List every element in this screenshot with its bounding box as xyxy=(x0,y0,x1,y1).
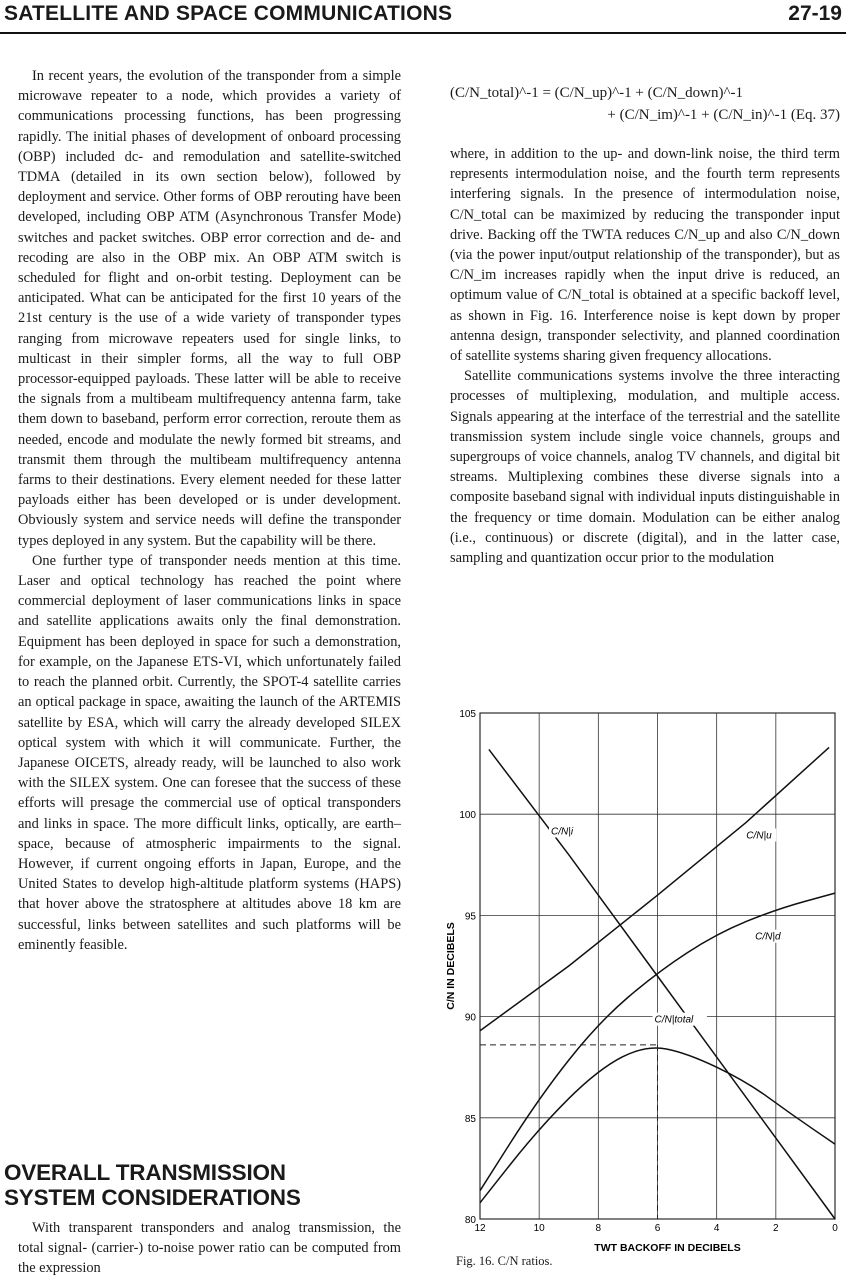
x-tick-label: 6 xyxy=(654,1223,661,1234)
x-tick-label: 0 xyxy=(832,1223,838,1234)
paragraph-noise-terms: where, in addition to the up- and down-link noise, the third term represents intermodulation noise, and the fourth term represents interfering signals. In the presence of intermodulation noise, C/N_total can be maximized by reducing the transponder input drive. Backing off the TWTA reduces C/N_up and also C/N_down (via the power input/output relationship of the transponder), but as C/N_im increases rapidly when the input drive is reduced, an optimum value of C/N_total is obtained at a specific backoff level, as shown in Fig. 16. Interference noise is kept down by proper antenna design, transponder selectivity, and planned coordination of satellite systems sharing given frequency allocations. xyxy=(450,146,840,365)
y-tick-label: 80 xyxy=(464,1215,476,1226)
left-column xyxy=(18,66,401,955)
x-tick-label: 8 xyxy=(595,1223,602,1234)
paragraph-transmission-intro: With transparent transponders and analog transmission, the total signal- (carrier-) to-noise power ratio can be computed from the expression xyxy=(18,1220,401,1277)
section-intro xyxy=(18,1218,401,1279)
series-label: C/N|total xyxy=(654,1014,694,1026)
paragraph-optical-transponders: One further type of transponder needs mention at this time. Laser and optical technology has reached the point where commercial deployment of laser communications links in space and satellite applications awaits only the final demonstration. Equipment has been deployed in space for such a demonstration, for example, on the Japanese ETS-VI, which unfortunately failed to reach the planned orbit. Currently, the SPOT-4 satellite carries an optical package in space, awaiting the launch of the ARTEMIS satellite by ESA, which will carry the already developed SILEX optical system with which it will communicate. Further, the Japanese OICETS, already ready, will be launched to also work with the SILEX system. One can foresee that the success of these efforts will presage the commercial use of optical transponders and links in space. The more difficult links, optically, are earth–space, because of atmospheric impairments to the signal. However, if current ongoing efforts in Japan, Europe, and the United States to develop high-altitude platform systems (HAPS) that hover above the stratosphere at altitudes above 18 km are successful, links between satellites and such platforms will be eminently feasible. xyxy=(18,552,401,953)
section-heading-line1: OVERALL TRANSMISSION xyxy=(4,1160,286,1185)
x-tick-label: 12 xyxy=(474,1223,486,1234)
series-label: C/N|u xyxy=(746,830,772,842)
x-tick-label: 4 xyxy=(713,1223,720,1234)
y-axis-label: C/N IN DECIBELS xyxy=(445,922,457,1010)
y-tick-label: 95 xyxy=(464,911,476,923)
equation-line2: + (C/N_im)^-1 + (C/N_in)^-1 (Eq. 37) xyxy=(607,107,840,123)
y-tick-label: 85 xyxy=(464,1113,476,1125)
figure-16 xyxy=(430,695,846,1284)
y-tick-label: 105 xyxy=(459,709,476,720)
paragraph-multiplexing: Satellite communications systems involve the three interacting processes of multiplexing, modulation, and multiple access. Signals appearing at the interface of the terrestrial and the satellite transmission system include single voice channels, groups and supergroups of voice channels, analog TV channels, and digital bit streams. Multiplexing combines these diverse signals into a composite baseband signal with individual inputs distinguishable in the frequency or time domain. Modulation can be either analog (i.e., continuous) or discrete (digital), and in the latter case, sampling and quantization occur prior to the modulation xyxy=(450,368,840,567)
section-heading-line2: SYSTEM CONSIDERATIONS xyxy=(4,1185,301,1210)
page-header xyxy=(0,0,846,34)
x-axis-label: TWT BACKOFF IN DECIBELS xyxy=(594,1242,741,1254)
series-line xyxy=(489,749,835,1219)
paragraph-transponder-evolution: In recent years, the evolution of the transponder from a simple microwave repeater to a node, which provides a variety of communications processing functions, has been progressing rapidly. The initial phases of development of onboard processing (OBP) included dc- and remodulation and satellite-switched TDMA (detailed in its own section below), followed by deployment and service. Other forms of OBP rerouting have been developed, including OBP ATM (Asynchronous Transfer Mode) switches and packet switches. OBP error correction and de- and recoding are also in the OBP mix. An OBP ATM switch is scheduled for flight and on-orbit testing. Deployment can be anticipated. What can be anticipated for the first 10 years of the 21st century is the use of a wide variety of transponder types ranging from microwave repeaters used for single links, to multicast in their simpler forms, all the way to full OBP processor-equipped payloads. These latter will be able to receive the signals from a multibeam multifrequency antenna farm, take them down to baseband, perform error correction, reroute them as needed, encode and modulate the newly formed bit streams, and transmit them through the multibeam multifrequency antenna farms to their destinations. Every element needed for these latter payloads either has been developed or is under development. Obviously system and service needs will define the transponder types deployed in any system. But the capability will be there. xyxy=(18,68,401,549)
equation-37 xyxy=(450,82,840,126)
equation-line1: (C/N_total)^-1 = (C/N_up)^-1 + (C/N_down)^-1 xyxy=(450,85,743,101)
series-label: C/N|d xyxy=(755,931,781,943)
section-heading xyxy=(4,1160,404,1210)
page-number: 27-19 xyxy=(788,2,842,25)
figure-caption: Fig. 16. C/N ratios. xyxy=(456,1254,553,1268)
y-tick-label: 100 xyxy=(459,810,476,822)
x-tick-label: 2 xyxy=(773,1223,779,1234)
cn-ratio-chart xyxy=(430,695,846,1255)
x-tick-label: 10 xyxy=(533,1223,545,1234)
right-column xyxy=(450,144,840,568)
series-line xyxy=(480,747,829,1030)
y-tick-label: 90 xyxy=(464,1012,476,1024)
series-label: C/N|i xyxy=(551,826,574,838)
running-title: SATELLITE AND SPACE COMMUNICATIONS xyxy=(4,2,453,25)
